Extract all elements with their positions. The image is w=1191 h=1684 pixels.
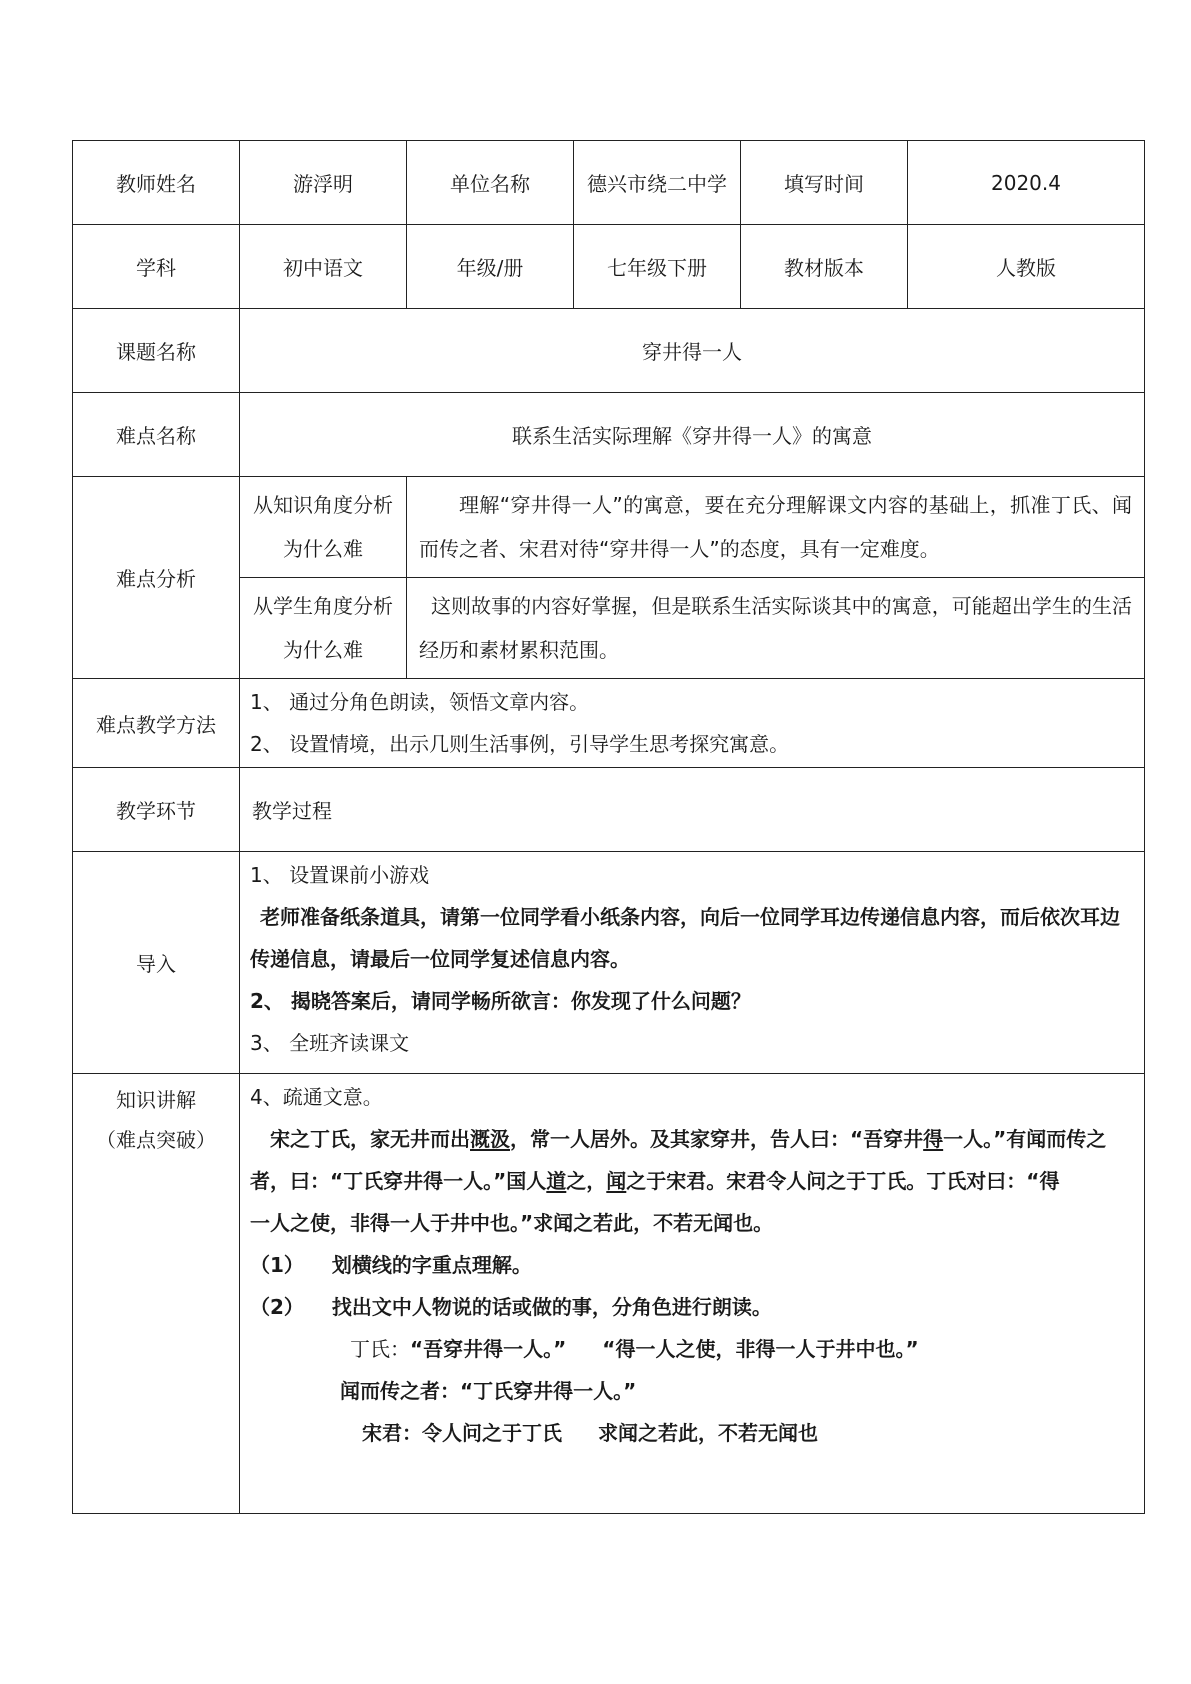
- header-row-1: [73, 141, 1145, 225]
- classical-text-continued: 一人之使，非得一人于井中也。”求闻之若此，不若无闻也。: [250, 1211, 774, 1235]
- grade-value: 七年级下册: [574, 225, 741, 309]
- method-item-1: 1、 通过分角色朗读，领悟文章内容。: [250, 690, 590, 714]
- role-song: 宋君：令人问之于丁氏 求闻之若此，不若无闻也: [362, 1421, 818, 1445]
- student-angle-label: 从学生角度分析为什么难: [240, 578, 407, 679]
- lesson-plan-table: [72, 140, 1145, 1514]
- intro-item-2: 2、 揭晓答案后，请同学畅所欲言：你发现了什么问题？: [250, 989, 751, 1013]
- intro-item-1-detail: 老师准备纸条道具，请第一位同学看小纸条内容，向后一位同学耳边传递信息内容，而后依次耳边传递信息，请最后一位同学复述信息内容。: [250, 905, 1120, 971]
- underlined-word-3: 道: [546, 1169, 567, 1193]
- grade-label: 年级/册: [407, 225, 574, 309]
- analysis-label: 难点分析: [73, 477, 240, 679]
- method-list: [240, 679, 1145, 768]
- knowledge-content: [240, 1074, 1145, 1514]
- sub-item-1: （1） 划横线的字重点理解。: [250, 1253, 532, 1277]
- date-label: 填写时间: [741, 141, 908, 225]
- edition-label: 教材版本: [741, 225, 908, 309]
- process-label: 教学过程: [240, 768, 1145, 852]
- intro-row: [73, 852, 1145, 1074]
- unit-value: 德兴市绕二中学: [574, 141, 741, 225]
- underlined-word-2: 得: [923, 1127, 944, 1151]
- header-row-2: [73, 225, 1145, 309]
- unit-label: 单位名称: [407, 141, 574, 225]
- subject-value: 初中语文: [240, 225, 407, 309]
- underlined-word-4: 闻: [606, 1169, 627, 1193]
- method-label: 难点教学方法: [73, 679, 240, 768]
- process-header-row: [73, 768, 1145, 852]
- method-row: [73, 679, 1145, 768]
- sub-item-2: （2） 找出文中人物说的话或做的事，分角色进行朗读。: [250, 1295, 772, 1319]
- teacher-value: 游浮明: [240, 141, 407, 225]
- topic-label: 课题名称: [73, 309, 240, 393]
- underlined-word-1: 溉汲: [470, 1127, 510, 1151]
- intro-label: 导入: [73, 852, 240, 1074]
- knowledge-angle-label: 从知识角度分析为什么难: [240, 477, 407, 578]
- classical-text: 宋之丁氏，家无井而出溉汲，常一人居外。及其家穿井，告人曰：“吾穿井得一人。”有闻而传之者，曰：“丁氏穿井得一人。”国人道之，闻之于宋君。宋君令人问之于丁氏。丁氏对曰：“得: [250, 1127, 1107, 1193]
- intro-content: [240, 852, 1145, 1074]
- knowledge-label-cell: [73, 1074, 240, 1514]
- knowledge-item-4: 4、疏通文意。: [250, 1085, 383, 1109]
- teacher-label: 教师姓名: [73, 141, 240, 225]
- intro-item-3: 3、 全班齐读课文: [250, 1031, 410, 1055]
- analysis-row-knowledge: [73, 477, 1145, 578]
- method-item-2: 2、 设置情境，出示几则生活事例，引导学生思考探究寓意。: [250, 732, 790, 756]
- role-ding: 丁氏：“吾穿井得一人。” “得一人之使，非得一人于井中也。”: [350, 1337, 919, 1361]
- difficulty-label: 难点名称: [73, 393, 240, 477]
- subject-label: 学科: [73, 225, 240, 309]
- student-angle-text: 这则故事的内容好掌握，但是联系生活实际谈其中的寓意，可能超出学生的生活经历和素材累积范围。: [407, 578, 1145, 679]
- topic-row: [73, 309, 1145, 393]
- edition-value: 人教版: [908, 225, 1145, 309]
- knowledge-sublabel: （难点突破）: [96, 1128, 216, 1152]
- knowledge-row: [73, 1074, 1145, 1514]
- knowledge-angle-text: 理解“穿井得一人”的寓意，要在充分理解课文内容的基础上，抓准丁氏、闻而传之者、宋君对待“穿井得一人”的态度，具有一定难度。: [407, 477, 1145, 578]
- knowledge-label: 知识讲解: [116, 1088, 196, 1112]
- intro-item-1: 1、 设置课前小游戏: [250, 863, 430, 887]
- date-value: 2020.4: [908, 141, 1145, 225]
- difficulty-value: 联系生活实际理解《穿井得一人》的寓意: [240, 393, 1145, 477]
- stage-label: 教学环节: [73, 768, 240, 852]
- role-messenger: 闻而传之者：“丁氏穿井得一人。”: [340, 1379, 637, 1403]
- difficulty-row: [73, 393, 1145, 477]
- topic-value: 穿井得一人: [240, 309, 1145, 393]
